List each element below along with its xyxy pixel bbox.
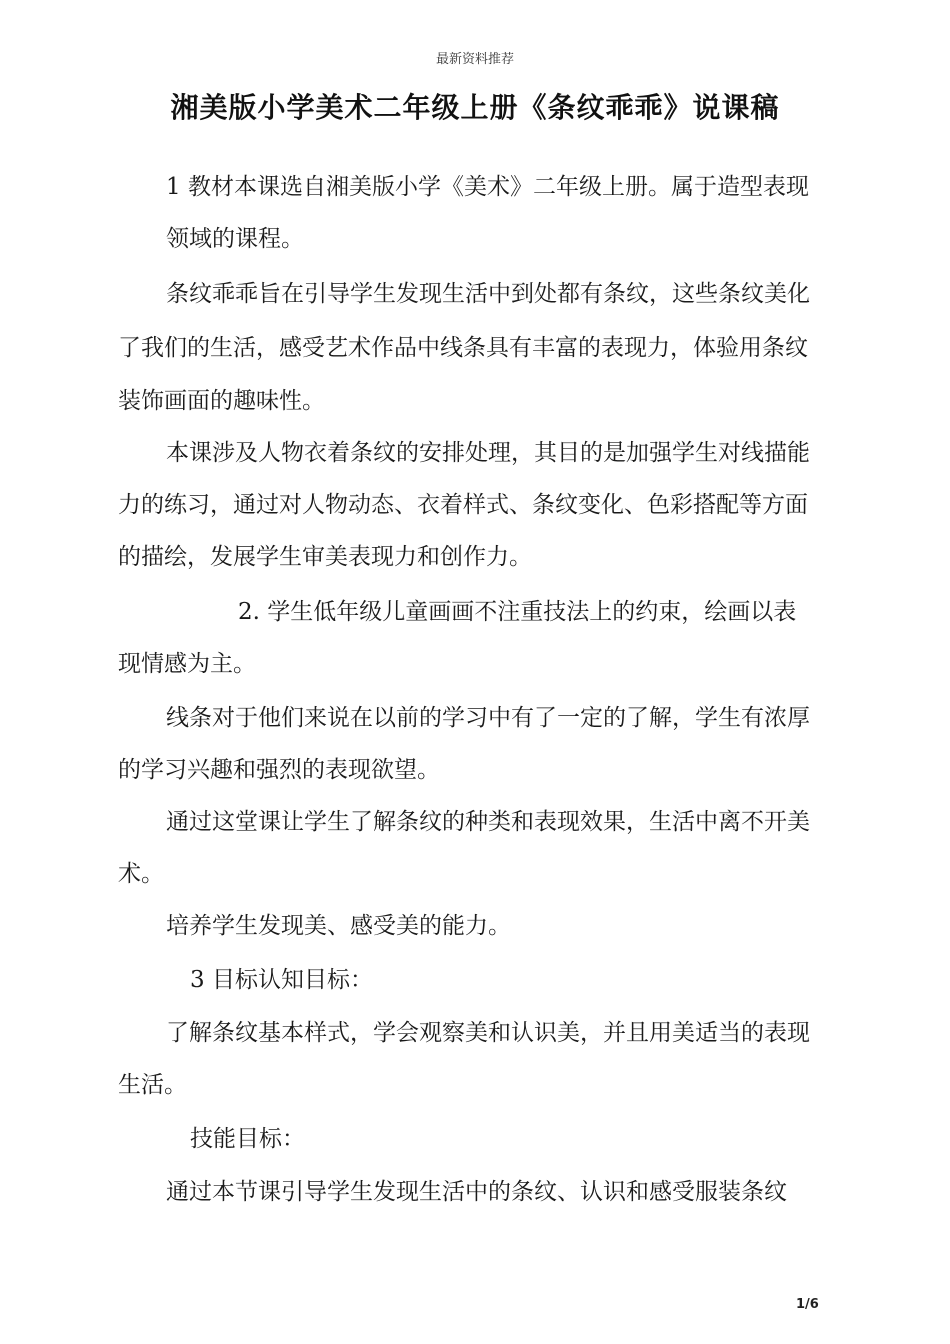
body-line: 线条对于他们来说在以前的学习中有了一定的了解，学生有浓厚: [166, 705, 810, 731]
body-line: 1 教材本课选自湘美版小学《美术》二年级上册。属于造型表现: [166, 174, 809, 200]
header-note: 最新资料推荐: [435, 52, 514, 67]
page-number: 1/6: [796, 1297, 819, 1312]
body-line: 的描绘，发展学生审美表现力和创作力。: [118, 544, 532, 570]
body-line: 通过本节课引导学生发现生活中的条纹、认识和感受服装条纹: [166, 1179, 787, 1205]
body-line: 通过这堂课让学生了解条纹的种类和表现效果，生活中离不开美: [166, 809, 810, 835]
body-line: 的学习兴趣和强烈的表现欲望。: [118, 757, 440, 783]
body-line: 了解条纹基本样式，学会观察美和认识美，并且用美适当的表现: [166, 1020, 810, 1046]
body-line: 2. 学生低年级儿童画画不注重技法上的约束，绘画以表: [238, 599, 797, 625]
body-line: 力的练习，通过对人物动态、衣着样式、条纹变化、色彩搭配等方面: [118, 492, 808, 518]
body-line: 生活。: [118, 1072, 187, 1098]
body-line: 术。: [118, 861, 164, 887]
body-line: 条纹乖乖旨在引导学生发现生活中到处都有条纹，这些条纹美化: [166, 281, 810, 307]
body-line: 现情感为主。: [118, 651, 256, 677]
body-line: 了我们的生活，感受艺术作品中线条具有丰富的表现力，体验用条纹: [118, 335, 808, 361]
page-title: 湘美版小学美术二年级上册《条纹乖乖》说课稿: [170, 91, 780, 124]
body-line: 技能目标：: [190, 1126, 305, 1152]
body-line: 装饰画面的趣味性。: [118, 388, 325, 414]
body-line: 本课涉及人物衣着条纹的安排处理，其目的是加强学生对线描能: [166, 440, 810, 466]
body-line: 3 目标认知目标：: [190, 967, 373, 993]
body-line: 培养学生发现美、感受美的能力。: [166, 913, 511, 939]
body-line: 领域的课程。: [166, 226, 304, 252]
